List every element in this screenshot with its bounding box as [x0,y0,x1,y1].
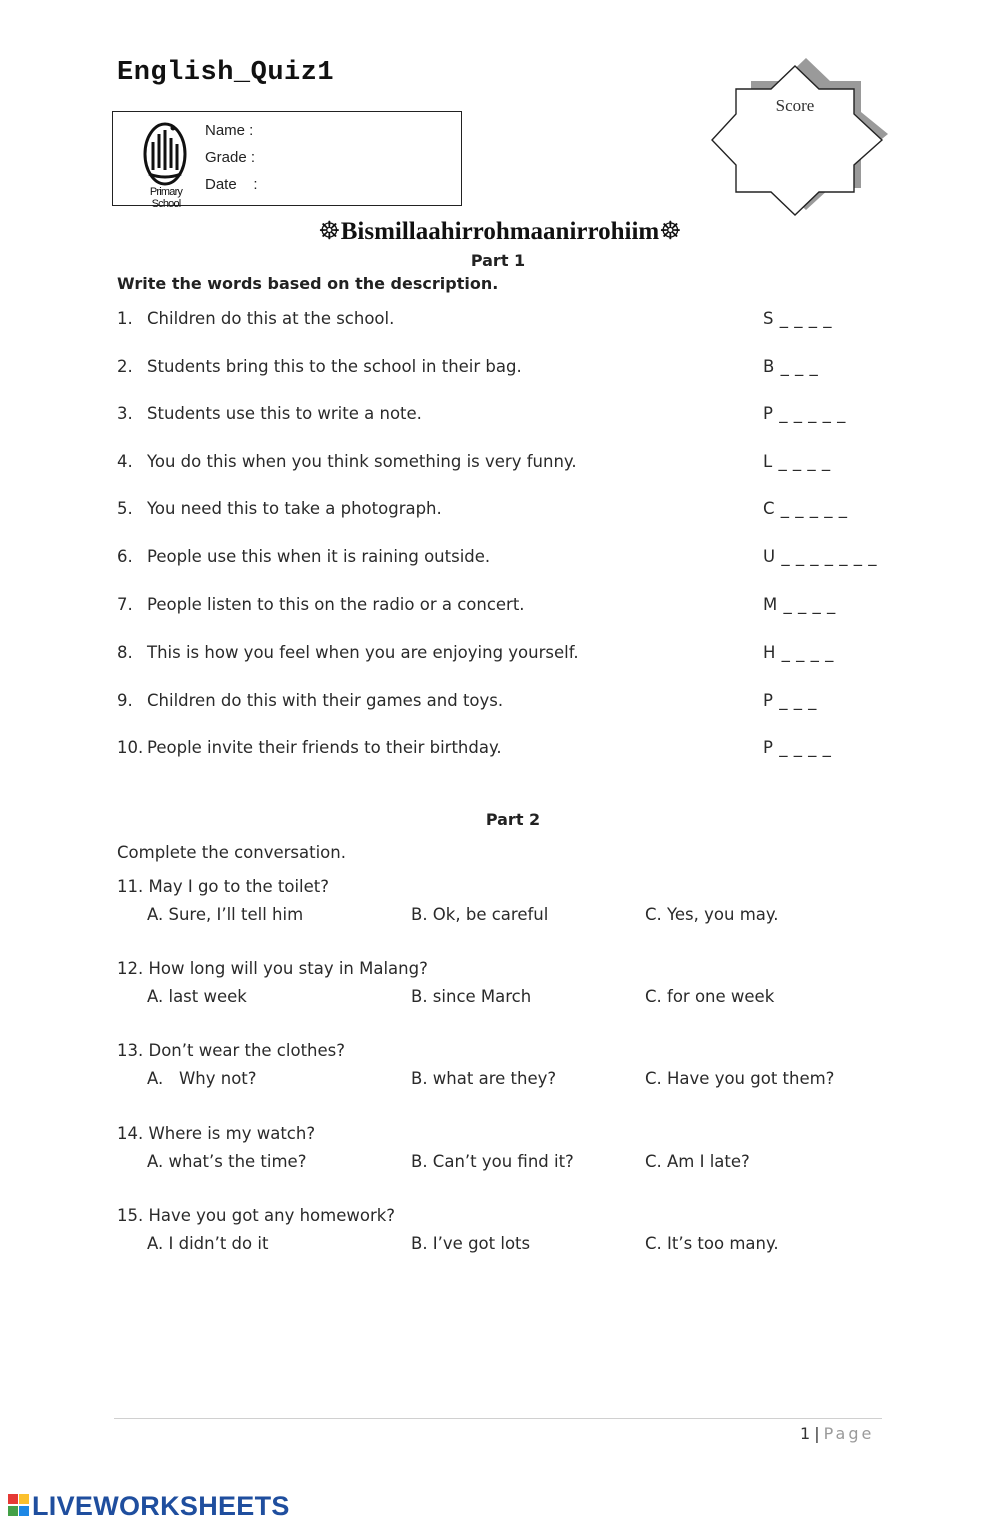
question-row [117,691,887,715]
question-number: 5. [117,499,133,518]
question-text: Students bring this to the school in their bag. [147,357,522,376]
answer-blank[interactable]: P _ _ _ [763,691,817,710]
answer-blank[interactable]: U _ _ _ _ _ _ _ [763,547,878,566]
answer-blank[interactable]: L _ _ _ _ [763,452,831,471]
part1-instruction: Write the words based on the description. [117,274,499,293]
answer-blank[interactable]: M _ _ _ _ [763,595,836,614]
school-logo [135,120,197,210]
footer-divider [114,1418,882,1419]
question-text: 13. Don’t wear the clothes? [117,1041,345,1060]
question-row [117,309,887,333]
page-title: English_Quiz1 [117,58,335,88]
question-number: 3. [117,404,133,423]
answer-blank[interactable]: B _ _ _ [763,357,819,376]
question-text: 12. How long will you stay in Malang? [117,959,428,978]
question-row [117,547,887,571]
name-field-label: Name : [205,122,254,139]
question-number: 2. [117,357,133,376]
date-field-label: Date : [205,176,258,193]
question-text: This is how you feel when you are enjoying yourself. [147,643,579,662]
answer-blank[interactable]: S _ _ _ _ [763,309,832,328]
part2-heading: Part 2 [485,810,541,829]
question-text: You need this to take a photograph. [147,499,442,518]
question-number: 7. [117,595,133,614]
option-a[interactable]: A. what’s the time? [147,1152,307,1171]
question-number: 10. [117,738,144,757]
part1-heading: Part 1 [470,251,526,270]
part2-instruction: Complete the conversation. [117,843,346,862]
question-number: 1. [117,309,133,328]
question-text: Children do this with their games and toys. [147,691,504,710]
option-c[interactable]: C. Yes, you may. [645,905,779,924]
page-word: Page [823,1424,875,1443]
question-row [117,452,887,476]
option-a[interactable]: A. I didn’t do it [147,1234,269,1253]
question-text: Children do this at the school. [147,309,395,328]
option-c[interactable]: C. Have you got them? [645,1069,835,1088]
question-row [117,595,887,619]
grade-field-label: Grade : [205,149,256,166]
option-a[interactable]: A. Sure, I’ll tell him [147,905,304,924]
question-row [117,738,887,762]
option-b[interactable]: B. I’ve got lots [411,1234,531,1253]
option-c[interactable]: C. for one week [645,987,775,1006]
answer-blank[interactable]: P _ _ _ _ _ [763,404,846,423]
answer-blank[interactable]: H _ _ _ _ [763,643,834,662]
question-text: 14. Where is my watch? [117,1124,316,1143]
bismillah-text: Bismillaahirrohmaanirrohiim [340,218,660,245]
page-separator: | [814,1424,820,1443]
option-c[interactable]: C. Am I late? [645,1152,750,1171]
question-text: People use this when it is raining outside. [147,547,491,566]
score-label: Score [775,96,815,115]
page-number-value: 1 [800,1424,811,1443]
score-star-icon [706,52,896,220]
school-logo-emblem-icon [135,120,197,186]
option-b[interactable]: B. since March [411,987,532,1006]
question-text: Students use this to write a note. [147,404,422,423]
option-a[interactable]: A. last week [147,987,247,1006]
question-number: 4. [117,452,133,471]
bismillah-line [0,216,1000,246]
dharma-wheel-icon: ☸ [659,218,682,245]
question-row [117,404,887,428]
question-text: People invite their friends to their birthday. [147,738,502,757]
question-number: 6. [117,547,133,566]
question-row [117,357,887,381]
option-b[interactable]: B. what are they? [411,1069,557,1088]
answer-blank[interactable]: C _ _ _ _ _ [763,499,848,518]
question-number: 9. [117,691,133,710]
question-row [117,499,887,523]
question-row [117,643,887,667]
question-number: 8. [117,643,133,662]
option-c[interactable]: C. It’s too many. [645,1234,779,1253]
question-text: 15. Have you got any homework? [117,1206,396,1225]
liveworksheets-cubes-icon [8,1494,30,1518]
question-text: You do this when you think something is very funny. [147,452,577,471]
question-text: 11. May I go to the toilet? [117,877,330,896]
brand-name: LIVEWORKSHEETS [32,1491,290,1521]
score-box [706,52,896,220]
page-number [800,1424,874,1443]
option-b[interactable]: B. Can’t you find it? [411,1152,574,1171]
answer-blank[interactable]: P _ _ _ _ [763,738,832,757]
question-text: People listen to this on the radio or a concert. [147,595,525,614]
option-a[interactable]: A. Why not? [147,1069,257,1088]
option-b[interactable]: B. Ok, be careful [411,905,549,924]
student-info-box [112,111,462,210]
dharma-wheel-icon: ☸ [318,218,341,245]
school-name: Primary School [149,186,183,210]
